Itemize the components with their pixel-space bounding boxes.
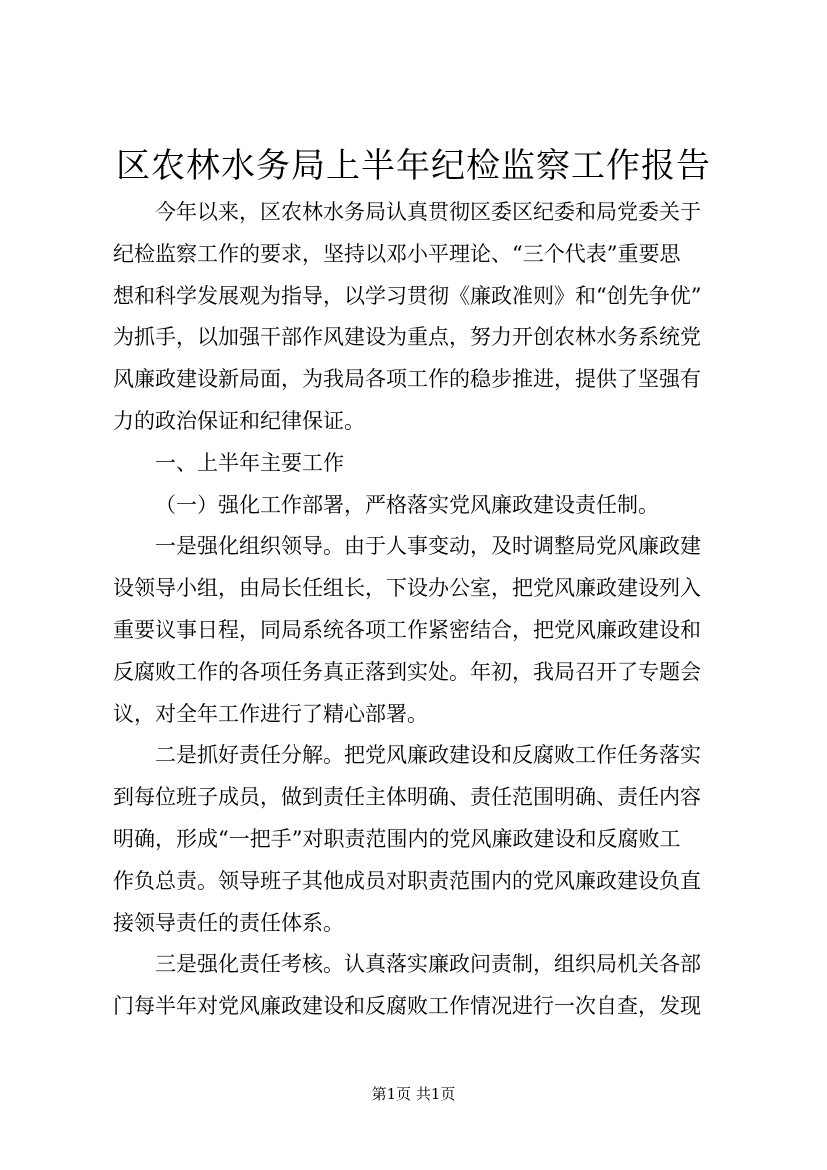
paragraph-1-line-2: 纪检监察工作的要求，坚持以邓小平理论、“三个代表”重要思 — [113, 241, 681, 266]
paragraph-2-line-4: 反腐败工作的各项任务真正落到实处。年初，我局召开了专题会 — [113, 659, 701, 684]
paragraph-1-line-5: 风廉政建设新局面，为我局各项工作的稳步推进，提供了坚强有 — [113, 367, 701, 392]
paragraph-1-line-6: 力的政治保证和纪律保证。 — [113, 408, 365, 433]
paragraph-4-line-2: 门每半年对党风廉政建设和反腐败工作情况进行一次自查，发现 — [113, 994, 701, 1019]
subsection-heading-1: （一）强化工作部署，严格落实党风廉政建设责任制。 — [155, 492, 659, 517]
document-title: 区农林水务局上半年纪检监察工作报告 — [116, 146, 711, 186]
paragraph-4-line-1: 三是强化责任考核。认真落实廉政问责制，组织局机关各部 — [155, 952, 701, 977]
document-body — [113, 192, 725, 1028]
paragraph-2-line-5: 议，对全年工作进行了精心部署。 — [113, 701, 428, 726]
paragraph-2-line-3: 重要议事日程，同局系统各项工作紧密结合，把党风廉政建设和 — [113, 617, 701, 642]
paragraph-3-line-2: 到每位班子成员，做到责任主体明确、责任范围明确、责任内容 — [113, 785, 701, 810]
paragraph-3-line-3: 明确，形成“一把手”对职责范围内的党风廉政建设和反腐败工 — [113, 826, 681, 851]
paragraph-2-line-1: 一是强化组织领导。由于人事变动，及时调整局党风廉政建 — [155, 534, 701, 559]
section-heading-1: 一、上半年主要工作 — [155, 450, 344, 475]
paragraph-1-line-1: 今年以来，区农林水务局认真贯彻区委区纪委和局党委关于 — [155, 200, 701, 224]
page-footer: 第1页 共1页 — [371, 1085, 456, 1103]
paragraph-1-line-3: 想和科学发展观为指导，以学习贯彻《廉政准则》和“创先争优” — [113, 283, 702, 308]
paragraph-3-line-5: 接领导责任的责任体系。 — [113, 910, 344, 935]
paragraph-3-line-4: 作负总责。领导班子其他成员对职责范围内的党风廉政建设负直 — [113, 868, 701, 893]
paragraph-3-line-1: 二是抓好责任分解。把党风廉政建设和反腐败工作任务落实 — [155, 743, 701, 768]
paragraph-1-line-4: 为抓手，以加强干部作风建设为重点，努力开创农林水务系统党 — [113, 325, 701, 350]
paragraph-2-line-2: 设领导小组，由局长任组长，下设办公室，把党风廉政建设列入 — [113, 576, 701, 601]
